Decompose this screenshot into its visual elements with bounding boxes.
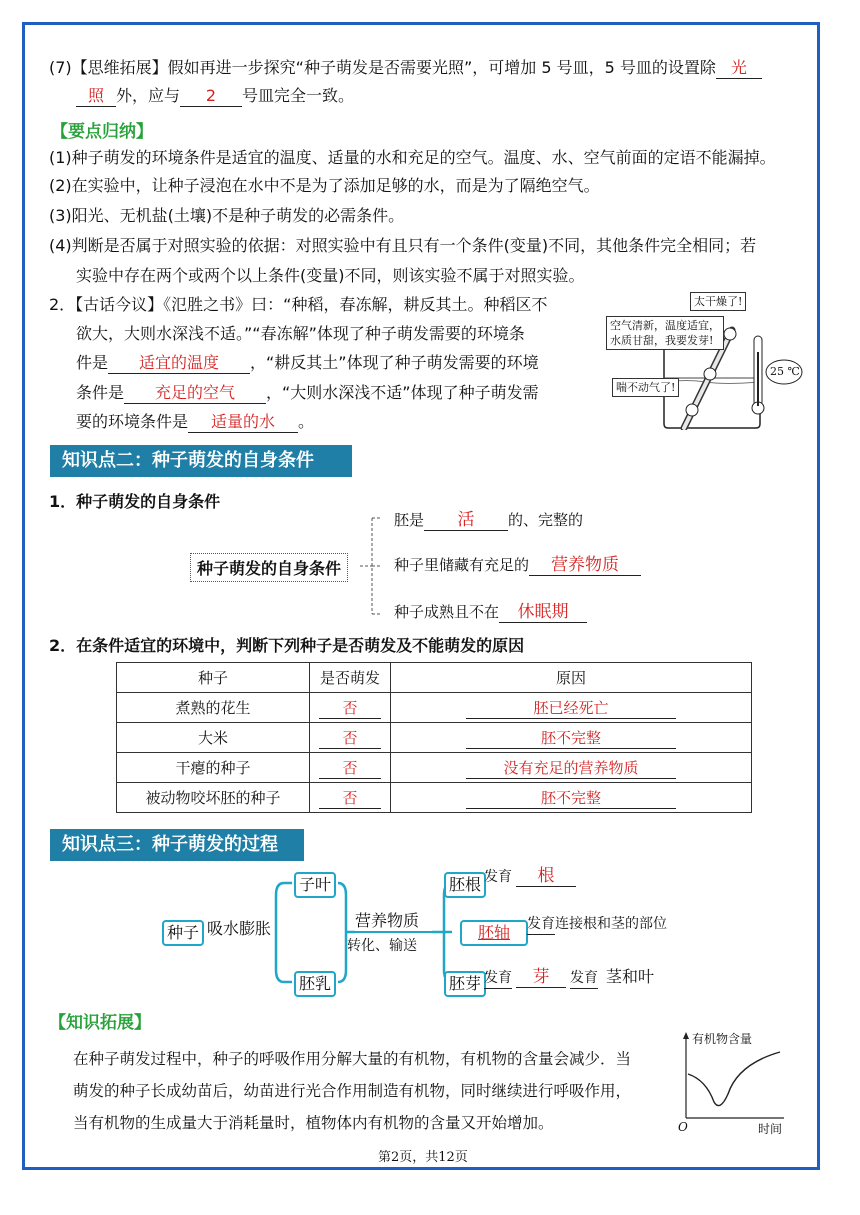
answer-light-1: 光	[716, 58, 762, 79]
table-row	[117, 753, 752, 783]
hypocotyl-desc: 连接根和茎的部位	[555, 916, 667, 932]
think-text: (7)【思维拓展】假如再进一步探究“种子萌发是否需要光照”，可增加 5 号皿，5 号皿的设置除	[49, 58, 716, 77]
think-line-2	[76, 85, 354, 107]
develop-label-2	[527, 913, 667, 935]
beaker-cartoon	[606, 290, 806, 430]
develop-text: 发育	[484, 968, 512, 989]
seed-name: 干瘪的种子	[117, 753, 310, 783]
node-plumule: 胚芽	[444, 971, 486, 997]
table-header	[117, 663, 752, 693]
col-germinate: 是否萌发	[310, 663, 391, 693]
answer-nutrient: 营养物质	[529, 555, 641, 576]
organic-matter-graph	[676, 1030, 791, 1135]
answer-temperature: 适宜的温度	[108, 353, 250, 374]
germinate-cell	[310, 693, 391, 723]
key-point-2: (2)在实验中，让种子浸泡在水中不是为了添加足够的水，而是为了隔绝空气。	[49, 176, 600, 195]
condition-nutrient	[394, 554, 641, 576]
nutrient-label: 营养物质	[355, 911, 420, 930]
node-seed: 种子	[162, 920, 204, 946]
bubble-line: 水质甘甜，我要发芽!	[610, 334, 714, 347]
develop-text: 发育	[484, 869, 512, 885]
reason-cell	[391, 783, 752, 813]
speech-bubble-happy	[606, 316, 724, 350]
germinate-answer: 否	[319, 697, 381, 719]
key-point-4b: 实验中存在两个或两个以上条件(变量)不同，则该实验不属于对照实验。	[76, 266, 585, 285]
germinate-cell	[310, 753, 391, 783]
q2-text: 件是	[76, 353, 109, 372]
extension-line-3: 当有机物的生成量大于消耗量时，植物体内有机物的含量又开始增加。	[73, 1114, 554, 1132]
answer-dish: 2	[180, 86, 242, 107]
answer-light-2: 照	[76, 86, 116, 107]
extension-heading: 【知识拓展】	[49, 1013, 151, 1033]
absorb-water-label: 吸水膨胀	[207, 919, 272, 938]
q2-line-4	[76, 382, 539, 404]
table-row	[117, 723, 752, 753]
answer-dormancy: 休眠期	[499, 602, 587, 623]
germinate-answer: 否	[319, 757, 381, 779]
condition-text: 胚是	[394, 511, 425, 529]
q2-line-1: 2．【古话今议】《氾胜之书》曰：“种稻，春冻解，耕反其土。种稻区不	[49, 295, 548, 314]
reason-answer: 胚不完整	[466, 727, 676, 749]
graph-origin: O	[678, 1120, 688, 1134]
q2-line-5	[76, 411, 314, 433]
speech-bubble-suffocate: 喘不动气了!	[612, 378, 679, 397]
answer-water: 适量的水	[188, 412, 298, 433]
condition-text: 种子里储藏有充足的	[394, 556, 530, 574]
q2-text: ，“耕反其土”体现了种子萌发需要的环境	[250, 353, 539, 372]
col-seed: 种子	[117, 663, 310, 693]
section-title-k3: 知识点三：种子萌发的过程	[50, 829, 304, 861]
seed-table	[116, 662, 752, 813]
q2-text: ，“大则水深浅不适”体现了种子萌发需	[266, 383, 539, 402]
node-cotyledon: 子叶	[294, 872, 336, 898]
develop-text: 发育	[527, 914, 555, 935]
key-point-1: (1)种子萌发的环境条件是适宜的温度、适量的水和充足的空气。温度、水、空气前面的定语不能漏掉。	[49, 148, 776, 167]
condition-text: 的、完整的	[508, 511, 584, 529]
k2-subtitle-2: 2．在条件适宜的环境中，判断下列种子是否萌发及不能萌发的原因	[49, 636, 525, 655]
node-hypocotyl: 胚轴	[460, 920, 528, 946]
q2-text: 要的环境条件是	[76, 412, 189, 431]
transfer-label: 转化、输送	[347, 938, 417, 954]
germinate-answer: 否	[319, 787, 381, 809]
answer-air: 充足的空气	[124, 383, 266, 404]
extension-line-2: 萌发的种子长成幼苗后，幼苗进行光合作用制造有机物，同时继续进行呼吸作用，	[73, 1082, 632, 1100]
develop-label-3	[484, 964, 654, 989]
temperature-label: 25 ℃	[770, 365, 800, 378]
col-reason: 原因	[391, 663, 752, 693]
speech-bubble-dry: 太干燥了!	[690, 292, 746, 311]
section-title-k2: 知识点二：种子萌发的自身条件	[50, 445, 352, 477]
key-point-3: (3)阳光、无机盐(土壤)不是种子萌发的必需条件。	[49, 206, 405, 225]
graph-x-label: 时间	[758, 1122, 783, 1136]
reason-answer: 胚不完整	[466, 787, 676, 809]
q2-line-3	[76, 352, 539, 374]
answer-bud: 芽	[516, 967, 566, 988]
node-radicle: 胚根	[444, 872, 486, 898]
q2-text: 条件是	[76, 383, 125, 402]
answer-root: 根	[516, 866, 576, 887]
reason-answer: 胚已经死亡	[466, 697, 676, 719]
reason-cell	[391, 753, 752, 783]
answer-alive: 活	[424, 510, 508, 531]
stem-leaf-text: 茎和叶	[606, 967, 655, 986]
condition-text: 种子成熟且不在	[394, 603, 500, 621]
self-condition-root: 种子萌发的自身条件	[190, 553, 348, 582]
germinate-answer: 否	[319, 727, 381, 749]
reason-cell	[391, 723, 752, 753]
graph-y-label: 有机物含量	[692, 1032, 753, 1046]
seed-name: 大米	[117, 723, 310, 753]
page-number: 第2页，共12页	[378, 1150, 468, 1165]
q2-text: 。	[298, 412, 315, 431]
germinate-cell	[310, 783, 391, 813]
condition-dormancy	[394, 601, 587, 623]
develop-text: 发育	[570, 968, 598, 989]
think-text-3: 号皿完全一致。	[242, 86, 355, 105]
table-row	[117, 783, 752, 813]
reason-answer: 没有充足的营养物质	[466, 757, 676, 779]
key-point-4a: (4)判断是否属于对照实验的依据：对照实验中有且只有一个条件(变量)不同，其他条件完全相同；若	[49, 236, 757, 255]
reason-cell	[391, 693, 752, 723]
germinate-cell	[310, 723, 391, 753]
condition-live	[394, 509, 583, 531]
extension-line-1: 在种子萌发过程中，种子的呼吸作用分解大量的有机物，有机物的含量会减少．当	[73, 1050, 632, 1068]
think-text-2: 外，应与	[116, 86, 181, 105]
table-row	[117, 693, 752, 723]
node-endosperm: 胚乳	[294, 971, 336, 997]
q2-line-2: 欲大，大则水深浅不适。”“春冻解”体现了种子萌发需要的环境条	[76, 324, 525, 343]
seed-name: 煮熟的花生	[117, 693, 310, 723]
think-line-1	[49, 57, 762, 79]
seed-name: 被动物咬坏胚的种子	[117, 783, 310, 813]
develop-label	[484, 866, 576, 887]
bubble-line: 空气清新，温度适宜，	[610, 319, 720, 332]
beaker-illustration	[606, 290, 806, 430]
k2-subtitle-1: 1．种子萌发的自身条件	[49, 492, 221, 511]
key-points-heading: 【要点归纳】	[51, 122, 153, 142]
